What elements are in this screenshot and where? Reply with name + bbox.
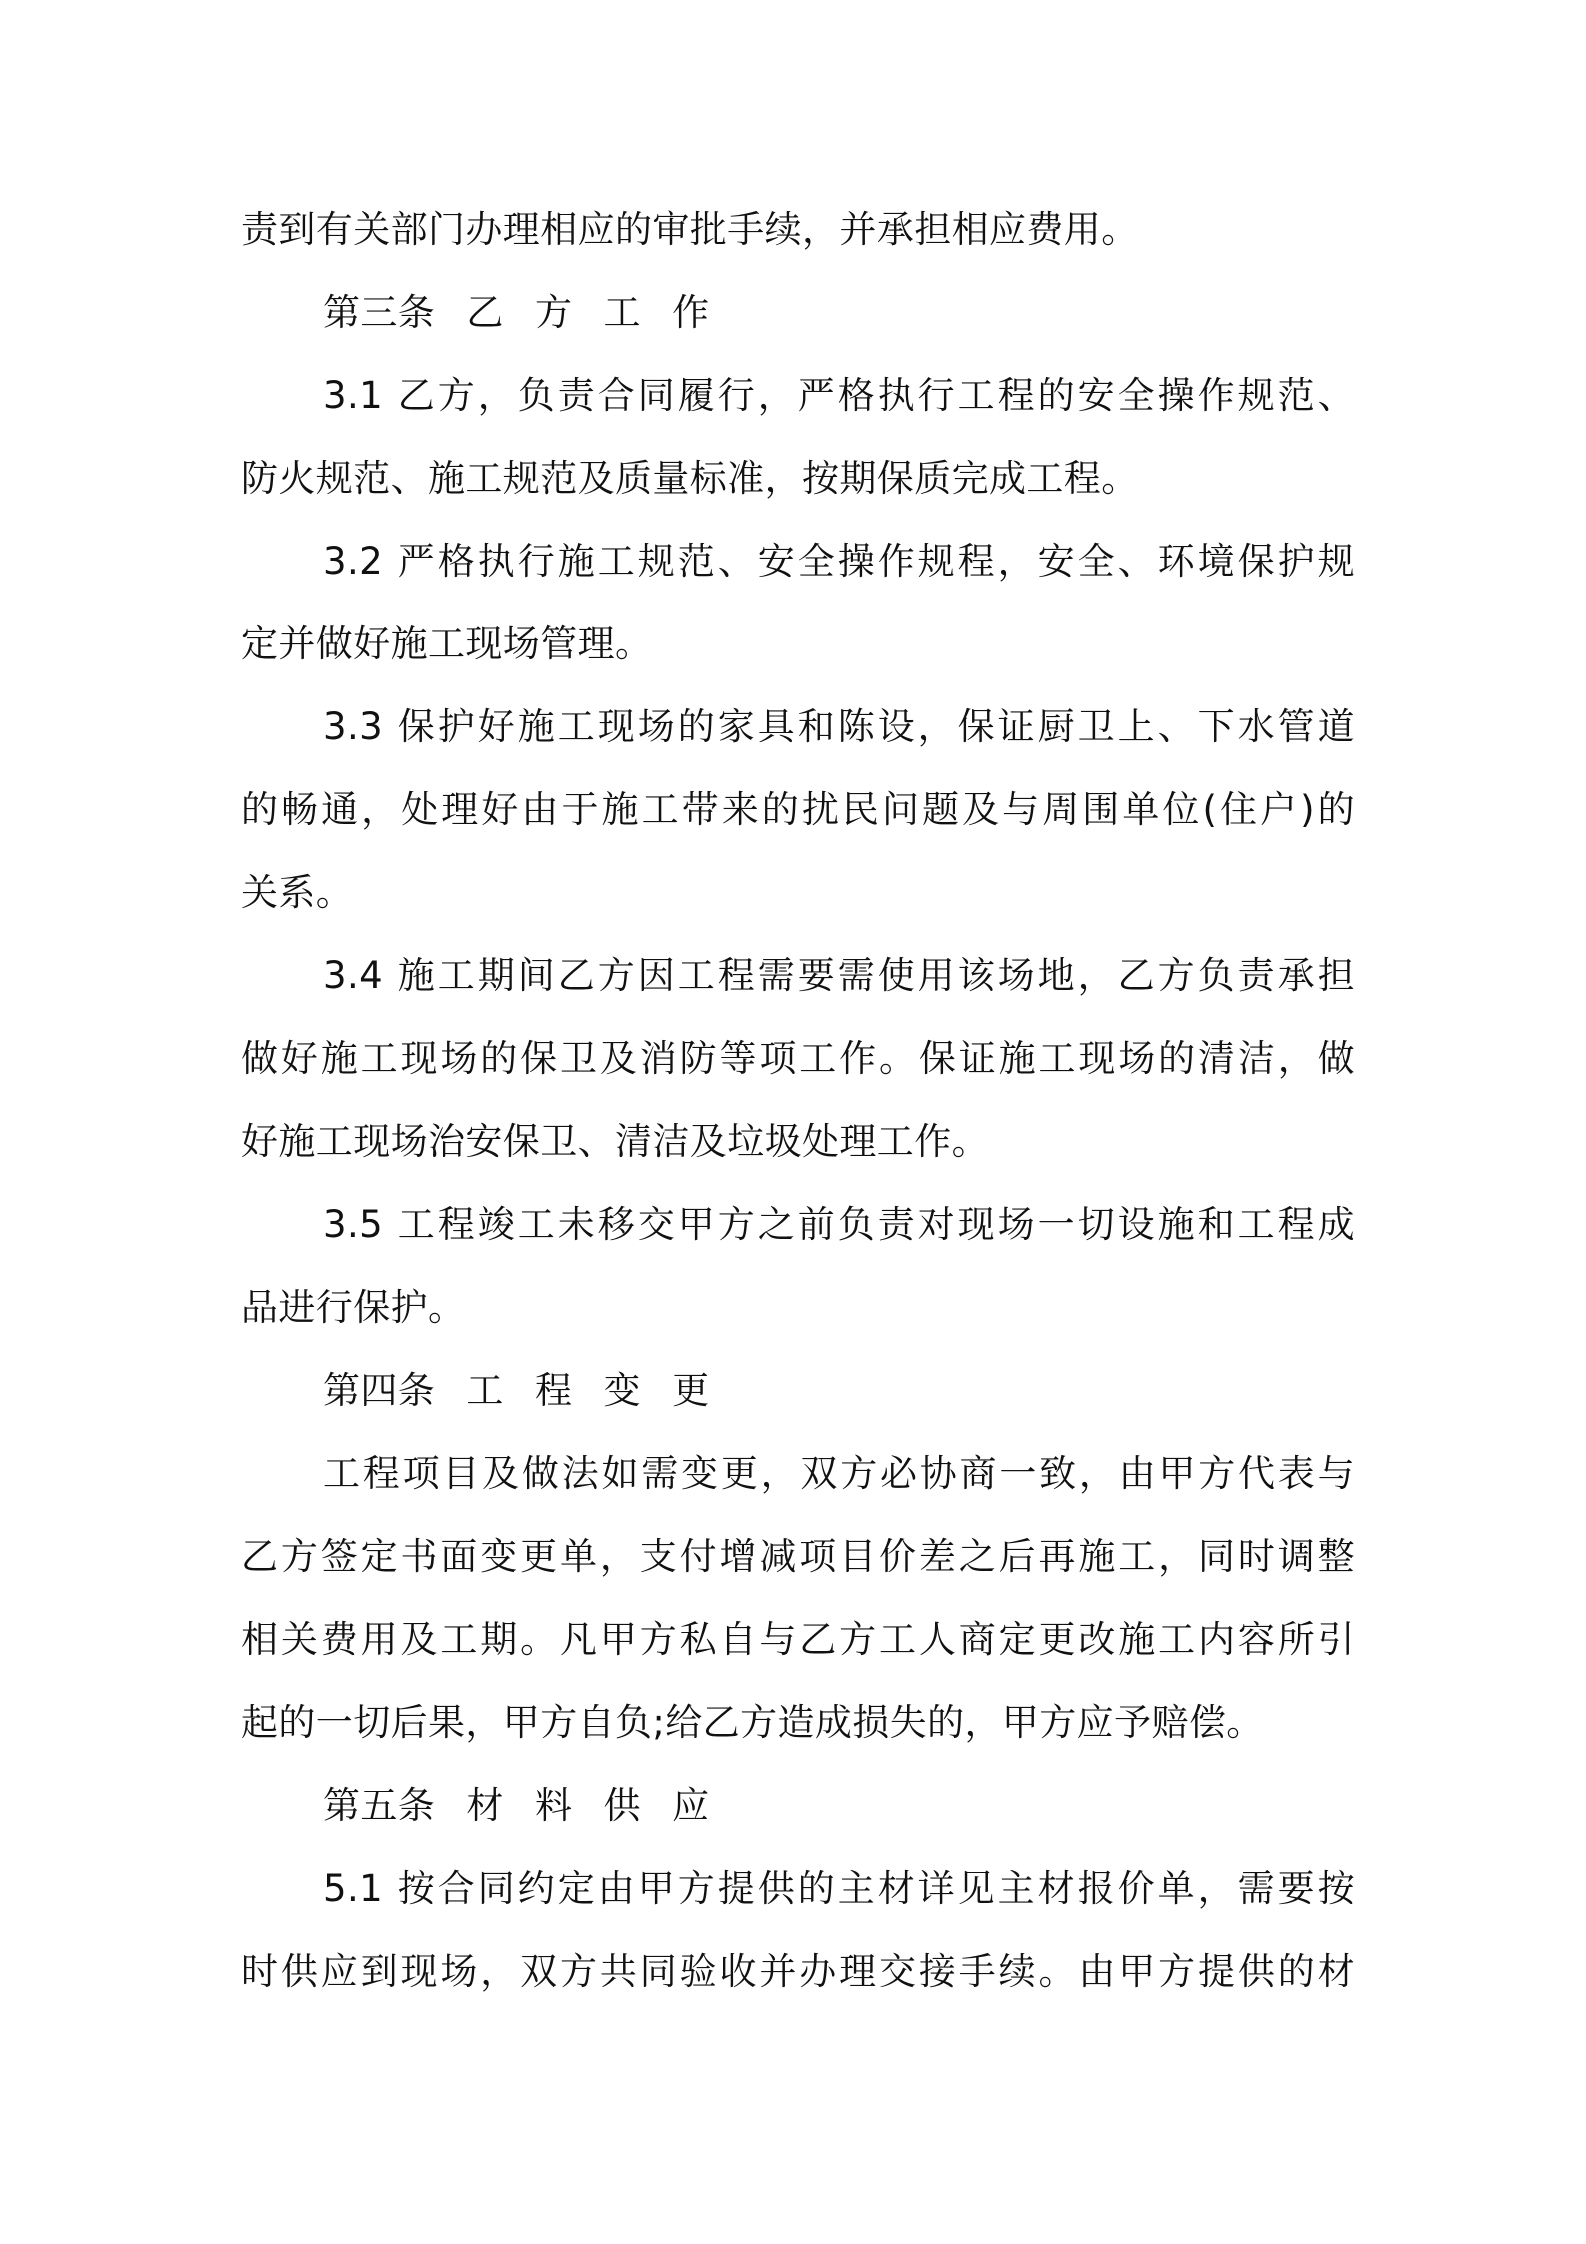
heading-char: 乙	[466, 291, 504, 334]
article-5-heading	[323, 1784, 729, 1828]
paragraph-line: 3.5 工程竣工未移交甲方之前负责对现场一切设施和工程成	[323, 1203, 1355, 1246]
heading-char: 变	[603, 1369, 641, 1412]
heading-char: 作	[672, 291, 710, 334]
article-3-heading	[323, 291, 729, 335]
article-number: 第三条	[323, 291, 436, 334]
paragraph-line: 3.3 保护好施工现场的家具和陈设，保证厨卫上、下水管道	[323, 705, 1355, 748]
paragraph-line: 的畅通，处理好由于施工带来的扰民问题及与周围单位(住户)的	[241, 788, 1355, 831]
paragraph-line: 责到有关部门办理相应的审批手续，并承担相应费用。	[241, 208, 1139, 251]
paragraph-line: 乙方签定书面变更单，支付增减项目价差之后再施工，同时调整	[241, 1535, 1355, 1578]
article-number: 第四条	[323, 1369, 436, 1412]
paragraph-line: 品进行保护。	[241, 1286, 466, 1329]
paragraph-line: 3.1 乙方，负责合同履行，严格执行工程的安全操作规范、	[323, 374, 1355, 417]
heading-char: 更	[672, 1369, 710, 1412]
paragraph-line: 关系。	[241, 871, 354, 914]
paragraph-line: 防火规范、施工规范及质量标准，按期保质完成工程。	[241, 457, 1139, 500]
heading-char: 工	[466, 1369, 504, 1412]
heading-char: 方	[534, 291, 573, 334]
paragraph-line: 时供应到现场，双方共同验收并办理交接手续。由甲方提供的材	[241, 1950, 1355, 1993]
heading-char: 程	[534, 1369, 573, 1412]
heading-char: 供	[603, 1784, 641, 1827]
heading-char: 料	[534, 1784, 573, 1827]
paragraph-line: 相关费用及工期。凡甲方私自与乙方工人商定更改施工内容所引	[241, 1618, 1355, 1661]
paragraph-line: 好施工现场治安保卫、清洁及垃圾处理工作。	[241, 1120, 989, 1163]
paragraph-line: 工程项目及做法如需变更，双方必协商一致，由甲方代表与	[323, 1452, 1355, 1495]
article-number: 第五条	[323, 1784, 436, 1827]
paragraph-line: 5.1 按合同约定由甲方提供的主材详见主材报价单，需要按	[323, 1867, 1355, 1910]
paragraph-line: 做好施工现场的保卫及消防等项工作。保证施工现场的清洁，做	[241, 1037, 1355, 1080]
paragraph-line: 定并做好施工现场管理。	[241, 622, 653, 665]
paragraph-line: 3.4 施工期间乙方因工程需要需使用该场地，乙方负责承担	[323, 954, 1355, 997]
heading-char: 材	[466, 1784, 504, 1827]
heading-char: 工	[603, 291, 641, 334]
article-4-heading	[323, 1369, 729, 1413]
paragraph-line: 3.2 严格执行施工规范、安全操作规程，安全、环境保护规	[323, 540, 1355, 583]
heading-char: 应	[672, 1784, 710, 1827]
paragraph-line: 起的一切后果，甲方自负;给乙方造成损失的，甲方应予赔偿。	[241, 1701, 1264, 1744]
